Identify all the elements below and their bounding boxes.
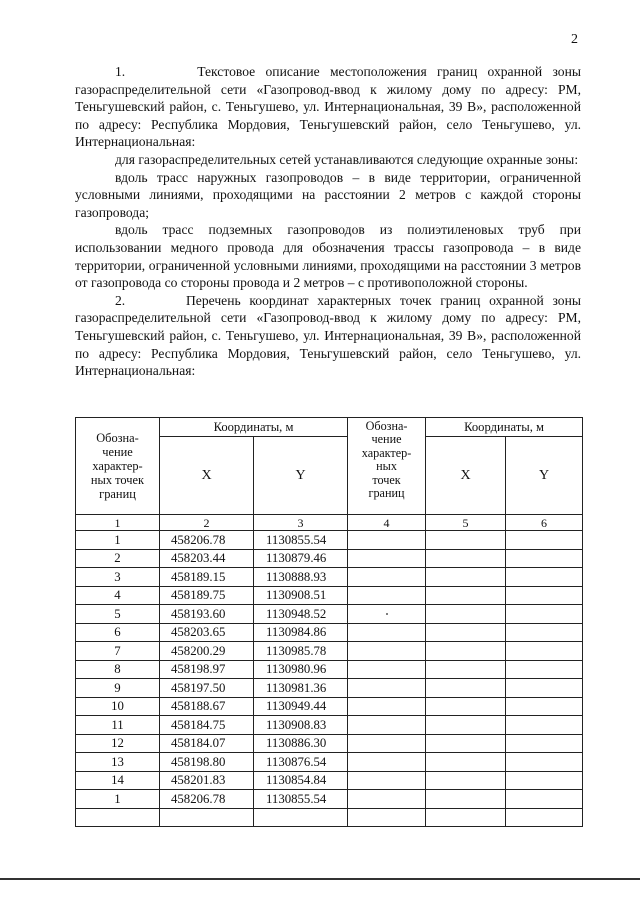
empty-cell xyxy=(426,605,506,624)
empty-cell xyxy=(506,697,583,716)
empty-cell xyxy=(426,716,506,735)
y-cell: 1130948.52 xyxy=(254,605,348,624)
y-cell: 1130854.84 xyxy=(254,771,348,790)
empty-cell xyxy=(348,697,426,716)
point-cell: 11 xyxy=(76,716,160,735)
x-cell: 458206.78 xyxy=(160,531,254,550)
table-row xyxy=(76,660,583,679)
empty-cell xyxy=(348,771,426,790)
y-cell: 1130855.54 xyxy=(254,531,348,550)
column-number: 6 xyxy=(506,515,583,531)
table-row xyxy=(76,679,583,698)
empty-cell xyxy=(506,679,583,698)
y-cell: 1130876.54 xyxy=(254,753,348,772)
point-cell: 13 xyxy=(76,753,160,772)
header-point-label-left: Обозна- чение характер- ных точек границ xyxy=(90,431,145,501)
x-cell: 458203.65 xyxy=(160,623,254,642)
point-cell: 2 xyxy=(76,549,160,568)
empty-cell xyxy=(506,549,583,568)
header-y-left: Y xyxy=(254,437,348,515)
column-number: 4 xyxy=(348,515,426,531)
y-cell: 1130855.54 xyxy=(254,790,348,809)
x-cell: 458188.67 xyxy=(160,697,254,716)
paragraph-4: вдоль трасс подземных газопроводов из полиэтиленовых труб при использовании медного провода для обозначения трассы газопровода – в виде территории, ограниченной условными линиями, проходящими на расстоянии 3 метров от газопровода со стороны провода и 2 метров – с противоположной стороны. xyxy=(75,222,581,291)
empty-cell xyxy=(506,716,583,735)
header-coordinates-left: Координаты, м xyxy=(160,418,348,437)
empty-cell xyxy=(426,642,506,661)
header-point-designation-right xyxy=(348,418,426,515)
empty-cell xyxy=(506,642,583,661)
empty-cell xyxy=(426,586,506,605)
y-cell: 1130888.93 xyxy=(254,568,348,587)
empty-cell xyxy=(506,568,583,587)
empty-cell xyxy=(348,549,426,568)
point-cell: 5 xyxy=(76,605,160,624)
header-point-designation-left xyxy=(76,418,160,515)
y-cell: 1130908.83 xyxy=(254,716,348,735)
x-cell: 458200.29 xyxy=(160,642,254,661)
y-cell: 1130886.30 xyxy=(254,734,348,753)
point-cell: 9 xyxy=(76,679,160,698)
empty-cell xyxy=(426,679,506,698)
header-x-right: X xyxy=(426,437,506,515)
table-row xyxy=(76,790,583,809)
empty-cell xyxy=(426,623,506,642)
empty-cell xyxy=(348,660,426,679)
table-row xyxy=(76,605,583,624)
point-cell: 14 xyxy=(76,771,160,790)
column-number: 2 xyxy=(160,515,254,531)
header-x-left: X xyxy=(160,437,254,515)
header-y-right: Y xyxy=(506,437,583,515)
empty-cell xyxy=(348,716,426,735)
empty-cell xyxy=(506,531,583,550)
table-row xyxy=(76,586,583,605)
table-row xyxy=(76,549,583,568)
empty-cell xyxy=(348,642,426,661)
x-cell: 458184.07 xyxy=(160,734,254,753)
column-number: 1 xyxy=(76,515,160,531)
empty-cell xyxy=(348,808,426,826)
x-cell: 458203.44 xyxy=(160,549,254,568)
empty-cell xyxy=(426,697,506,716)
y-cell: 1130949.44 xyxy=(254,697,348,716)
table-row-empty xyxy=(76,808,583,826)
point-cell: 3 xyxy=(76,568,160,587)
y-cell: 1130980.96 xyxy=(254,660,348,679)
paragraph-1: 1. Текстовое описание местоположения границ охранной зоны газораспределительной сети «Газопровод-ввод к жилому дому по адресу: РМ, Теньгушевский район, с. Теньгушево, ул. Интернациональная, 39 В», расположенной по адресу: Республика Мордовия, Теньгушевский район, село Теньгушево, ул. Интернациональная: xyxy=(75,64,581,150)
x-cell: 458198.80 xyxy=(160,753,254,772)
column-numbers-row xyxy=(76,515,583,531)
document-body xyxy=(75,63,581,380)
empty-cell xyxy=(76,808,160,826)
empty-cell xyxy=(506,660,583,679)
empty-cell xyxy=(348,790,426,809)
empty-cell xyxy=(426,753,506,772)
column-number: 5 xyxy=(426,515,506,531)
empty-cell xyxy=(506,753,583,772)
point-cell: 12 xyxy=(76,734,160,753)
table-row xyxy=(76,697,583,716)
table-row xyxy=(76,771,583,790)
table-row xyxy=(76,623,583,642)
empty-cell xyxy=(426,790,506,809)
point-cell: 7 xyxy=(76,642,160,661)
scan-bottom-edge xyxy=(0,878,640,880)
header-coordinates-right: Координаты, м xyxy=(426,418,583,437)
empty-cell xyxy=(426,734,506,753)
x-cell: 458206.78 xyxy=(160,790,254,809)
empty-cell xyxy=(506,586,583,605)
empty-cell xyxy=(506,734,583,753)
scan-dot xyxy=(386,613,388,615)
y-cell: 1130981.36 xyxy=(254,679,348,698)
empty-cell xyxy=(506,790,583,809)
point-cell: 8 xyxy=(76,660,160,679)
empty-cell xyxy=(506,771,583,790)
table-row xyxy=(76,716,583,735)
empty-cell xyxy=(348,623,426,642)
empty-cell xyxy=(426,771,506,790)
empty-cell xyxy=(506,605,583,624)
empty-cell xyxy=(348,605,426,624)
x-cell: 458197.50 xyxy=(160,679,254,698)
table-row xyxy=(76,734,583,753)
point-cell: 1 xyxy=(76,790,160,809)
table-row xyxy=(76,568,583,587)
y-cell: 1130908.51 xyxy=(254,586,348,605)
point-cell: 1 xyxy=(76,531,160,550)
x-cell: 458198.97 xyxy=(160,660,254,679)
x-cell: 458184.75 xyxy=(160,716,254,735)
empty-cell xyxy=(348,753,426,772)
empty-cell xyxy=(426,808,506,826)
y-cell: 1130984.86 xyxy=(254,623,348,642)
paragraph-3: вдоль трасс наружных газопроводов – в виде территории, ограниченной условными линиями, проходящими на расстоянии 2 метров с каждой стороны газопровода; xyxy=(75,169,581,220)
column-number: 3 xyxy=(254,515,348,531)
empty-cell xyxy=(348,679,426,698)
point-cell: 10 xyxy=(76,697,160,716)
x-cell: 458201.83 xyxy=(160,771,254,790)
table-row xyxy=(76,642,583,661)
table-row xyxy=(76,753,583,772)
empty-cell xyxy=(426,531,506,550)
empty-cell xyxy=(254,808,348,826)
x-cell: 458189.75 xyxy=(160,586,254,605)
point-cell: 6 xyxy=(76,623,160,642)
empty-cell xyxy=(348,586,426,605)
paragraph-5: 2. Перечень координат характерных точек границ охранной зоны газораспределительной сети «Газопровод-ввод к жилому дому по адресу: РМ, Теньгушевский район, с. Теньгушево, ул. Интернациональная, 39 В», расположенной по адресу: Республика Мордовия, Теньгушевский район, село Теньгушево, ул. Интернациональная: xyxy=(75,292,581,379)
y-cell: 1130985.78 xyxy=(254,642,348,661)
paragraph-2: для газораспределительных сетей устанавливаются следующие охранные зоны: xyxy=(115,151,579,167)
empty-cell xyxy=(426,549,506,568)
x-cell: 458189.15 xyxy=(160,568,254,587)
table-header-row xyxy=(76,418,583,437)
empty-cell xyxy=(506,623,583,642)
empty-cell xyxy=(348,734,426,753)
empty-cell xyxy=(348,531,426,550)
point-cell: 4 xyxy=(76,586,160,605)
empty-cell xyxy=(160,808,254,826)
table-row xyxy=(76,531,583,550)
y-cell: 1130879.46 xyxy=(254,549,348,568)
page-number: 2 xyxy=(571,32,578,47)
empty-cell xyxy=(426,568,506,587)
header-point-label-right: Обозна- чение характер- ных точек границ xyxy=(361,419,412,501)
x-cell: 458193.60 xyxy=(160,605,254,624)
empty-cell xyxy=(426,660,506,679)
empty-cell xyxy=(348,568,426,587)
empty-cell xyxy=(506,808,583,826)
coordinates-table xyxy=(75,417,583,827)
